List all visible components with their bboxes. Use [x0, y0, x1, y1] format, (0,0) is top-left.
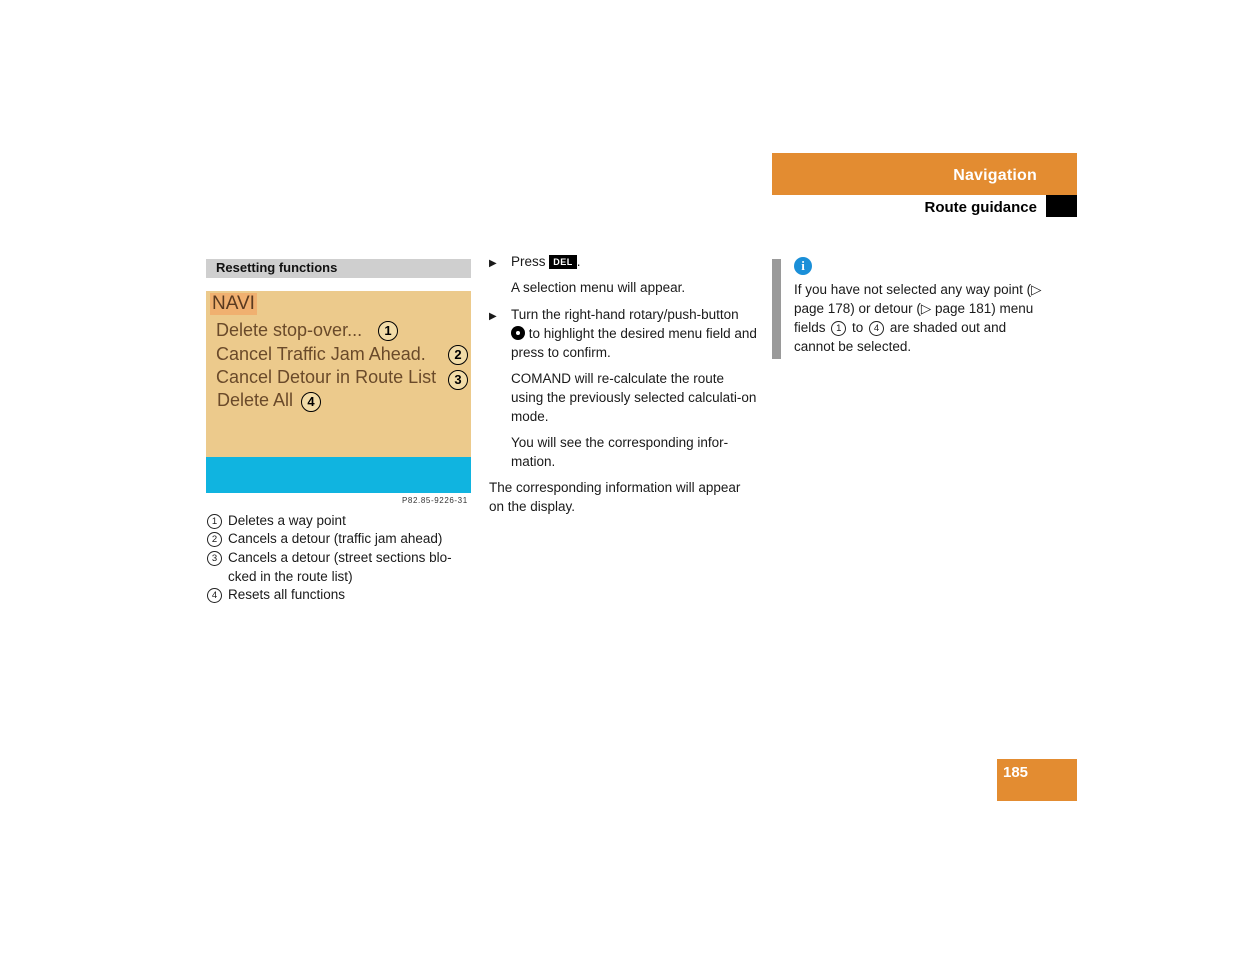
step-arrow-icon: ▶	[489, 311, 497, 322]
legend-text: Deletes a way point	[228, 513, 346, 528]
step-1-suffix: .	[576, 254, 581, 269]
navi-screen-image	[206, 291, 471, 493]
info-text-a: If you have not selected any way point (▷ page 178) or detour (▷ page 181) menu fields	[794, 282, 1042, 335]
info-text-b: are shaded out and cannot be selected.	[794, 320, 1007, 354]
screen-title: NAVI	[212, 293, 255, 314]
screen-menu-item-3: Cancel Detour in Route List	[216, 367, 437, 387]
info-note	[794, 280, 1044, 356]
step-1-result: A selection menu will appear.	[511, 280, 686, 295]
legend-marker: 1	[207, 514, 222, 529]
callout-marker-1: 1	[378, 321, 398, 341]
subsection-heading-bar	[206, 259, 471, 278]
section-marker-block	[1046, 195, 1077, 217]
callout-marker-2: 2	[448, 345, 468, 365]
step-1-prefix: Press	[511, 254, 546, 269]
step-1	[511, 252, 761, 271]
legend-item	[207, 529, 472, 548]
subsection-heading: Resetting functions	[216, 260, 338, 275]
del-key-icon: DEL	[549, 255, 577, 269]
legend-item	[207, 511, 472, 530]
legend-item	[207, 548, 472, 584]
screen-menu-item-2: Cancel Traffic Jam Ahead.	[216, 344, 426, 364]
info-icon: i	[794, 257, 812, 275]
screen-menu-item-1: Delete stop-over...	[216, 320, 363, 340]
legend-marker: 2	[207, 532, 222, 547]
step-2-text-b: to highlight the desired menu field and press to confirm.	[511, 326, 757, 360]
legend-item	[207, 585, 472, 604]
page-number-band	[997, 759, 1077, 801]
chapter-title: Navigation	[953, 167, 1037, 184]
rotary-push-button-icon	[511, 326, 525, 340]
page-number: 185	[1003, 764, 1029, 781]
legend-text: Cancels a detour (traffic jam ahead)	[228, 531, 443, 546]
step-2-result-1: COMAND will re-calculate the route using the previously selected calculati-on mode.	[511, 371, 757, 424]
screen-menu-item-4: Delete All	[217, 390, 294, 410]
info-text-to: to	[852, 320, 864, 335]
legend-text: Resets all functions	[228, 587, 346, 602]
legend-marker: 3	[207, 551, 222, 566]
callout-marker-4: 4	[301, 392, 321, 412]
legend-text: Cancels a detour (street sections blo-cked in the route list)	[228, 550, 452, 584]
step-2-text-a: Turn the right-hand rotary/push-button	[511, 307, 739, 322]
step-2-result-2: You will see the corresponding infor-mation.	[511, 435, 729, 469]
section-title: Route guidance	[924, 199, 1037, 216]
step-arrow-icon: ▶	[489, 258, 497, 269]
screen-status-bar	[206, 457, 471, 493]
step-2	[511, 305, 761, 362]
image-code: P82.85-9226-31	[402, 496, 468, 505]
info-marker-from: 1	[831, 321, 846, 336]
closing-paragraph: The corresponding information will appear on the display.	[489, 480, 741, 514]
info-marker-to: 4	[869, 321, 884, 336]
info-side-bar	[772, 259, 781, 359]
legend-marker: 4	[207, 588, 222, 603]
callout-marker-3: 3	[448, 370, 468, 390]
chapter-header-band	[772, 153, 1077, 195]
